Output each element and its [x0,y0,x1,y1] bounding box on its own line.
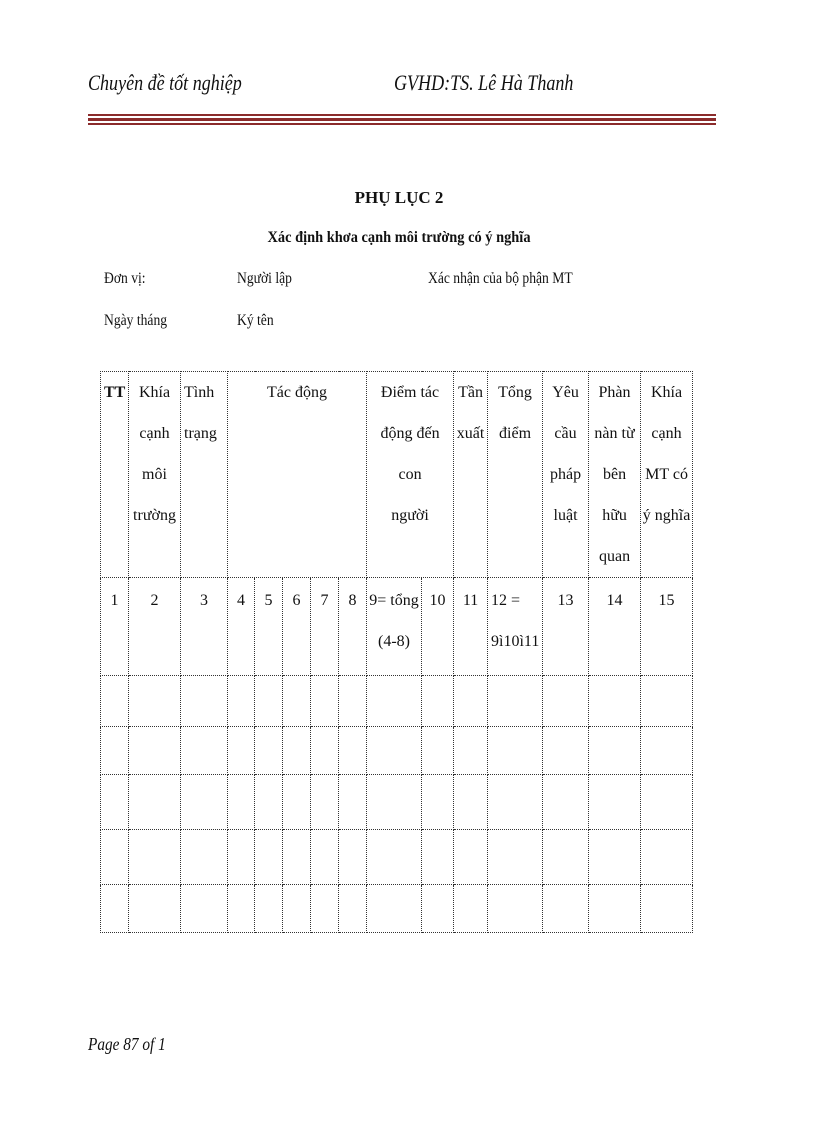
header-diem-line: Điểm tác [380,384,440,401]
empty-cell [255,885,283,933]
empty-cell [181,727,228,775]
num-cell: 13 [543,578,589,676]
header-diem-line: người [391,507,429,524]
header-tt [101,372,129,578]
header-rule-top [88,114,716,116]
header-tan-xuat [454,372,488,578]
empty-cell [589,676,641,727]
table-row [101,676,693,727]
empty-cell [228,676,255,727]
empty-cell [339,830,367,885]
empty-cell [454,885,488,933]
table-number-row [101,578,693,676]
header-tan-xuat-line: Tần [458,384,483,401]
num-cell: 1 [101,578,129,676]
header-tinh-trang-line: trạng [184,425,217,442]
empty-cell [454,775,488,830]
num-cell: 5 [255,578,283,676]
num-cell: 15 [641,578,693,676]
appendix-subtitle: Xác định khơa cạnh môi trường có ý nghĩa [267,229,531,246]
empty-cell [129,727,181,775]
empty-cell [228,885,255,933]
empty-cell [339,885,367,933]
table-row [101,775,693,830]
empty-cell [367,830,422,885]
header-diem-tac-dong [367,372,454,578]
header-khia-canh-mt [641,372,693,578]
header-yeu-cau-line: luật [553,507,578,524]
empty-cell [543,885,589,933]
empty-cell [339,676,367,727]
num-cell-9-line: 9= tổng [369,592,419,609]
empty-cell [422,676,454,727]
header-phan-nan-line: nàn từ [594,425,635,442]
empty-cell [488,775,543,830]
num-cell: 7 [311,578,339,676]
empty-cell [101,885,129,933]
empty-cell [641,885,693,933]
empty-cell [488,676,543,727]
num-cell: 10 [422,578,454,676]
num-cell-12 [488,578,543,676]
num-cell: 4 [228,578,255,676]
empty-cell [488,885,543,933]
empty-cell [311,775,339,830]
header-yeu-cau-line: Yêu [552,384,579,401]
empty-cell [129,676,181,727]
header-tac-dong [228,372,367,578]
header-phan-nan [589,372,641,578]
empty-cell [255,727,283,775]
empty-cell [422,727,454,775]
empty-cell [181,676,228,727]
empty-cell [228,775,255,830]
header-tinh-trang-line: Tình [184,384,215,401]
header-tinh-trang [181,372,228,578]
header-left-title: Chuyên đề tốt nghiệp [88,70,242,95]
table-row [101,830,693,885]
empty-cell [589,727,641,775]
empty-cell [589,775,641,830]
num-cell: 6 [283,578,311,676]
header-khia-canh-line: cạnh [139,425,170,442]
header-tac-dong-text: Tác động [267,384,327,401]
empty-cell [311,727,339,775]
empty-cell [422,885,454,933]
empty-cell [255,830,283,885]
empty-cell [454,830,488,885]
num-cell: 11 [454,578,488,676]
empty-cell [101,830,129,885]
num-cell-9-line: (4-8) [378,633,410,650]
header-rule-middle [88,118,716,121]
empty-cell [589,830,641,885]
num-cell: 3 [181,578,228,676]
header-yeu-cau-line: pháp [549,466,582,483]
num-cell: 14 [589,578,641,676]
empty-cell [283,676,311,727]
header-tt-text: TT [104,384,126,401]
header-yeu-cau [543,372,589,578]
header-tong-diem-line: Tổng [498,384,532,401]
num-cell: 8 [339,578,367,676]
header-khia-canh-line: Khía [138,384,171,401]
header-khia-canh-mt-line: cạnh [651,425,682,442]
header-right-advisor: GVHD:TS. Lê Hà Thanh [394,70,574,95]
num-cell: 2 [129,578,181,676]
empty-cell [228,830,255,885]
num-cell-12-line: 9ì10ì11 [491,633,540,650]
empty-cell [641,676,693,727]
empty-cell [255,775,283,830]
empty-cell [367,727,422,775]
header-khia-canh-mt-line: ý nghĩa [642,507,691,524]
empty-cell [181,775,228,830]
empty-cell [589,885,641,933]
empty-cell [488,830,543,885]
meta-don-vi: Đơn vị: [104,270,146,287]
empty-cell [129,775,181,830]
page-footer: Page 87 of 1 [88,1034,166,1054]
header-khia-canh [129,372,181,578]
header-tong-diem [488,372,543,578]
empty-cell [283,830,311,885]
meta-ngay-thang: Ngày tháng [104,312,168,329]
empty-cell [367,775,422,830]
header-khia-canh-line: trường [133,507,176,524]
empty-cell [101,727,129,775]
header-phan-nan-line: hữu [602,507,627,524]
empty-cell [283,885,311,933]
header-phan-nan-line: quan [598,548,631,565]
empty-cell [339,775,367,830]
empty-cell [283,775,311,830]
header-khia-canh-mt-line: Khía [650,384,683,401]
empty-cell [543,775,589,830]
header-yeu-cau-line: cầu [554,425,577,442]
empty-cell [311,830,339,885]
empty-cell [129,885,181,933]
meta-ky-ten: Ký tên [237,312,274,329]
header-tong-diem-line: điểm [499,425,532,442]
empty-cell [422,830,454,885]
header-rule-bottom [88,123,716,125]
table-header-row [101,372,693,578]
appendix-title: PHỤ LỤC 2 [354,188,444,207]
header-khia-canh-line: môi [142,466,167,483]
meta-xac-nhan: Xác nhận của bộ phận MT [428,270,573,287]
empty-cell [181,885,228,933]
empty-cell [641,830,693,885]
num-cell-12-line: 12 = [491,592,521,609]
table-row [101,727,693,775]
empty-cell [422,775,454,830]
empty-cell [255,676,283,727]
empty-cell [641,775,693,830]
empty-cell [543,727,589,775]
empty-cell [367,676,422,727]
empty-cell [488,727,543,775]
empty-cell [181,830,228,885]
empty-cell [228,727,255,775]
meta-nguoi-lap: Người lập [237,270,292,287]
empty-cell [454,727,488,775]
empty-cell [641,727,693,775]
empty-cell [367,885,422,933]
empty-cell [129,830,181,885]
header-phan-nan-line: bên [602,466,627,483]
table-row [101,885,693,933]
num-cell-9 [367,578,422,676]
empty-cell [454,676,488,727]
empty-cell [543,676,589,727]
header-khia-canh-mt-line: MT có [645,466,688,483]
empty-cell [311,676,339,727]
header-phan-nan-line: Phàn [598,384,631,401]
empty-cell [543,830,589,885]
empty-cell [101,676,129,727]
header-diem-line: động đến con [380,425,440,483]
empty-cell [101,775,129,830]
empty-cell [283,727,311,775]
header-tan-xuat-line: xuất [456,425,485,442]
environment-aspect-table [100,371,693,933]
empty-cell [311,885,339,933]
empty-cell [339,727,367,775]
